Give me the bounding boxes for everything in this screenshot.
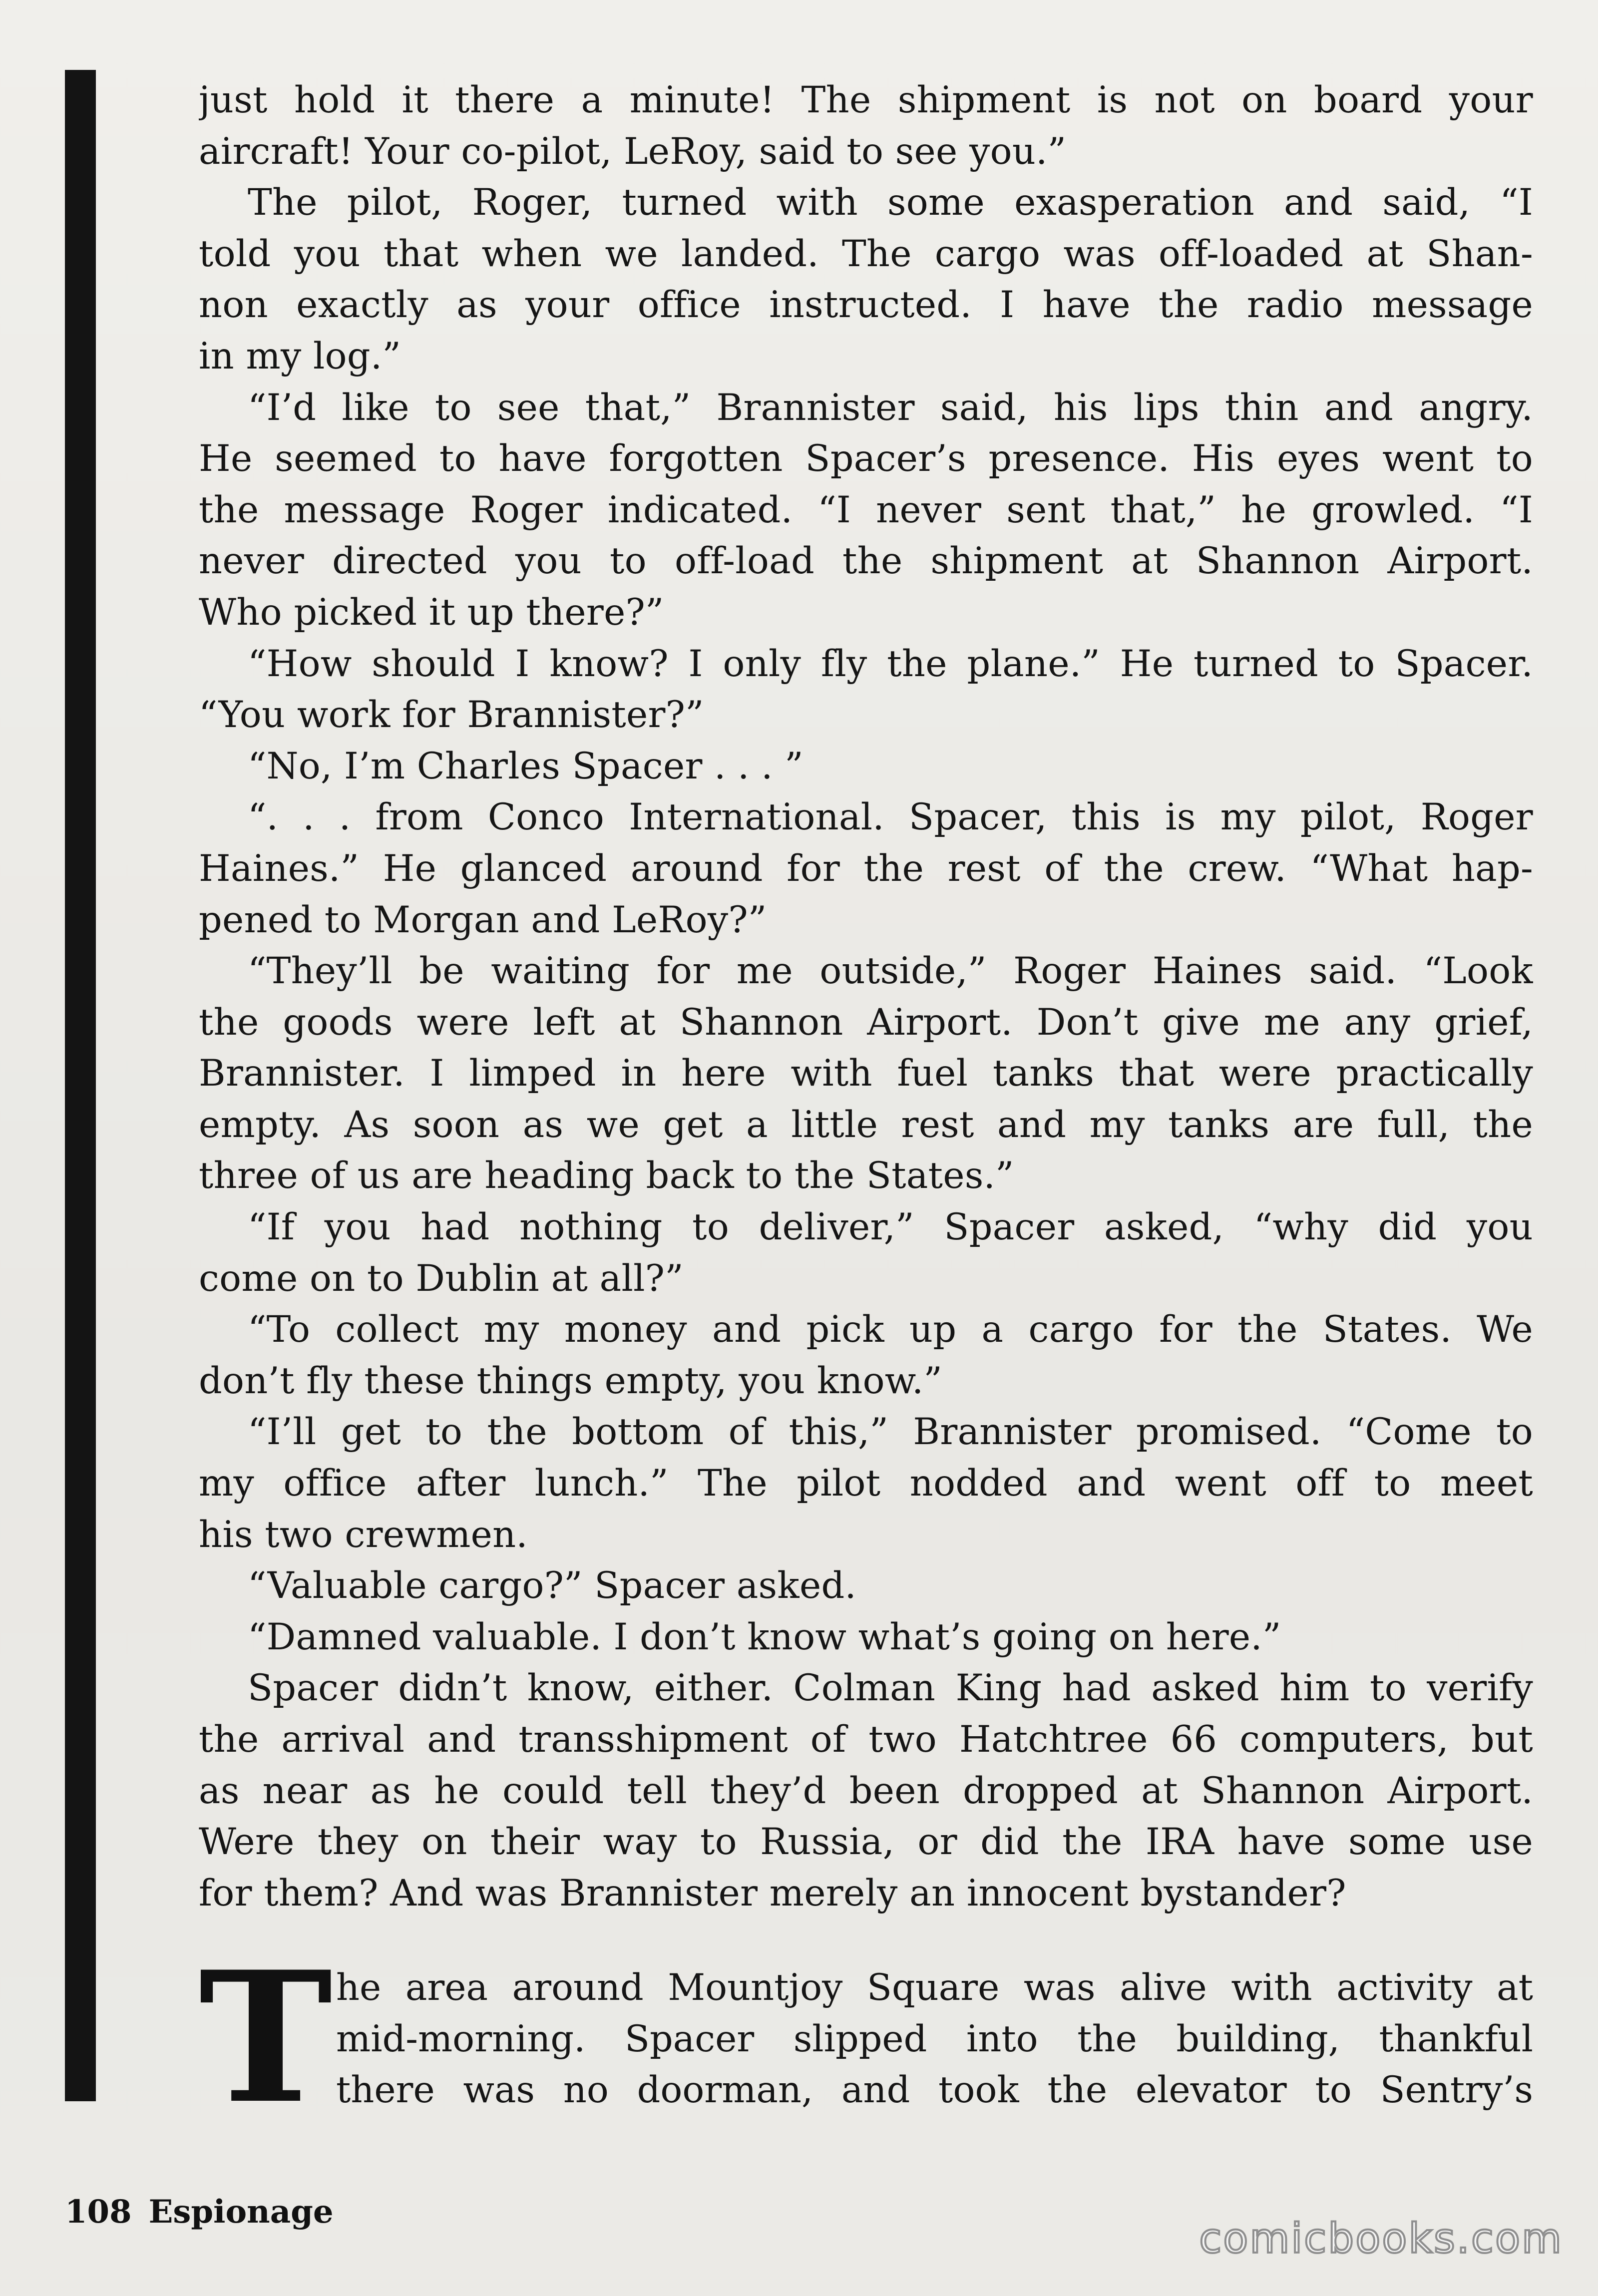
- text-line: in my log.”: [199, 335, 401, 378]
- text-line: “. . . from Conco International. Spacer, this is my pilot, Roger: [248, 796, 1533, 839]
- text-line: “Valuable cargo?” Spacer asked.: [248, 1564, 857, 1607]
- text-line: mid-morning. Spacer slipped into the building, thankful: [336, 2017, 1533, 2060]
- watermark: comicbooks.com: [1199, 2215, 1563, 2263]
- text-line: “Damned valuable. I don’t know what’s going on here.”: [248, 1615, 1281, 1658]
- text-line: three of us are heading back to the States.”: [199, 1154, 1014, 1197]
- text-line: told you that when we landed. The cargo was off-loaded at Shan-: [199, 232, 1533, 275]
- page-footer: [65, 2193, 351, 2231]
- text-line: Haines.” He glanced around for the rest of the crew. “What hap-: [199, 847, 1533, 890]
- text-line: for them? And was Brannister merely an innocent bystander?: [199, 1872, 1346, 1914]
- text-line: don’t fly these things empty, you know.”: [199, 1359, 943, 1402]
- text-line: pened to Morgan and LeRoy?”: [199, 898, 767, 941]
- text-line: empty. As soon as we get a little rest and my tanks are full, the: [199, 1103, 1533, 1146]
- text-line: he area around Mountjoy Square was alive with activity at: [336, 1966, 1533, 2009]
- vertical-rule: [65, 70, 96, 2101]
- text-line: “I’ll get to the bottom of this,” Brannister promised. “Come to: [248, 1411, 1533, 1454]
- text-line: Brannister. I limped in here with fuel tanks that were practically: [199, 1052, 1533, 1095]
- page-number: 108: [65, 2193, 132, 2231]
- text-line: “How should I know? I only fly the plane.” He turned to Spacer.: [248, 642, 1533, 685]
- text-line: aircraft! Your co-pilot, LeRoy, said to see you.”: [199, 130, 1067, 173]
- new-section: [199, 1932, 1533, 2143]
- text-line: “If you had nothing to deliver,” Spacer asked, “why did you: [248, 1206, 1533, 1249]
- text-line: there was no doorman, and took the elevator to Sentry’s: [336, 2069, 1533, 2112]
- text-line: “No, I’m Charles Spacer . . . ”: [248, 745, 803, 787]
- text-line: non exactly as your office instructed. I have the radio message: [199, 284, 1533, 327]
- text-line: the arrival and transshipment of two Hatchtree 66 computers, but: [199, 1718, 1533, 1761]
- text-line: his two crewmen.: [199, 1513, 528, 1556]
- text-line: the message Roger indicated. “I never sent that,” he growled. “I: [199, 488, 1533, 531]
- drop-cap: T: [199, 1932, 333, 2143]
- text-line: my office after lunch.” The pilot nodded and went off to meet: [199, 1462, 1533, 1505]
- text-line: “I’d like to see that,” Brannister said, his lips thin and angry.: [248, 386, 1533, 429]
- text-line: He seemed to have forgotten Spacer’s presence. His eyes went to: [199, 437, 1533, 480]
- text-line: just hold it there a minute! The shipment is not on board your: [199, 79, 1533, 121]
- text-line: Who picked it up there?”: [199, 591, 664, 634]
- magazine-name: Espionage: [148, 2193, 334, 2231]
- text-line: “They’ll be waiting for me outside,” Roger Haines said. “Look: [248, 950, 1533, 993]
- body-text: [199, 75, 1533, 1919]
- text-line: “You work for Brannister?”: [199, 694, 704, 737]
- text-line: Spacer didn’t know, either. Colman King had asked him to verify: [248, 1667, 1533, 1710]
- text-line: as near as he could tell they’d been dropped at Shannon Airport.: [199, 1769, 1533, 1812]
- text-line: come on to Dublin at all?”: [199, 1257, 684, 1300]
- text-line: Were they on their way to Russia, or did the IRA have some use: [199, 1821, 1533, 1864]
- text-line: the goods were left at Shannon Airport. Don’t give me any grief,: [199, 1001, 1533, 1044]
- text-line: The pilot, Roger, turned with some exasperation and said, “I: [248, 181, 1533, 224]
- text-line: “To collect my money and pick up a cargo for the States. We: [248, 1308, 1533, 1351]
- text-line: never directed you to off-load the shipment at Shannon Airport.: [199, 540, 1533, 583]
